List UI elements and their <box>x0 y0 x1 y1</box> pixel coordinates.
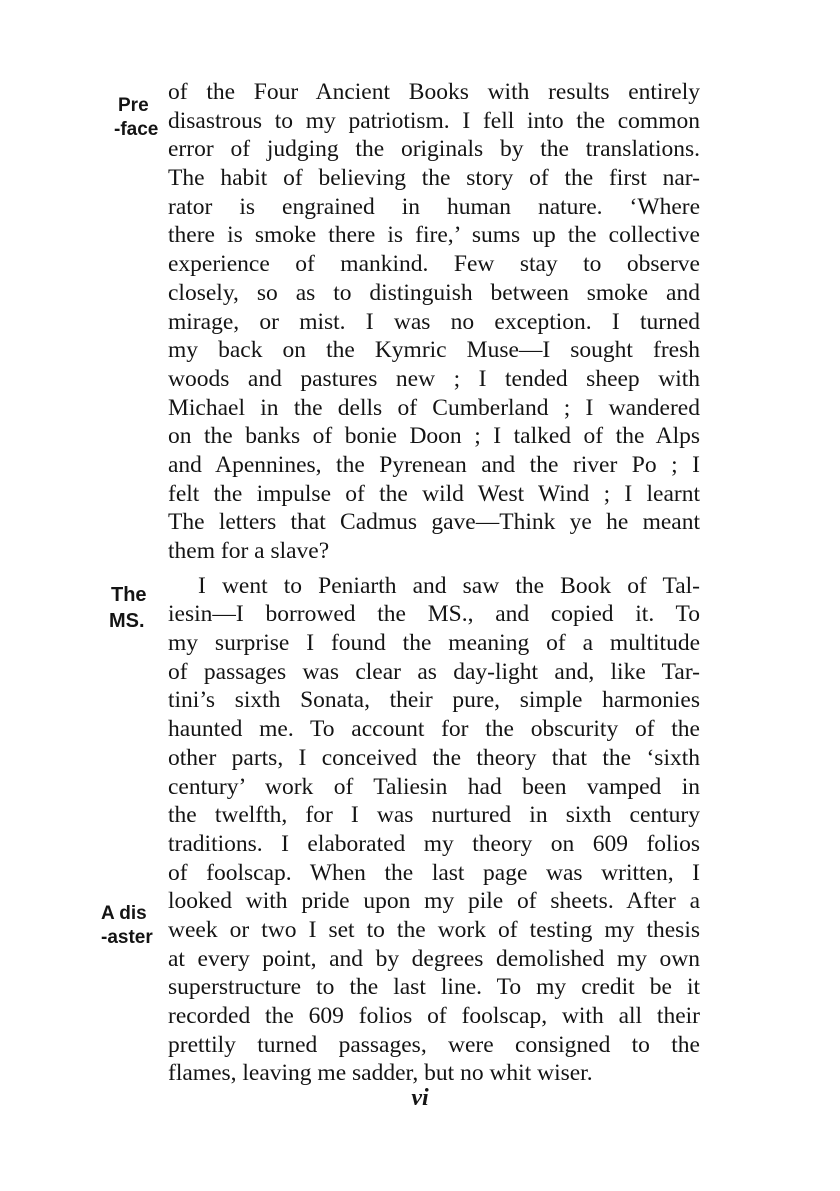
text-line: Michael in the dells of Cumberland ; I wandered <box>168 394 700 421</box>
margin-note-preface <box>114 94 158 142</box>
margin-note-line: -aster <box>101 927 153 948</box>
body-text <box>168 78 700 1088</box>
paragraph-2 <box>168 572 700 1088</box>
text-line: woods and pastures new ; I tended sheep with <box>168 365 700 392</box>
page-number: vi <box>411 1085 429 1111</box>
text-line: my surprise I found the meaning of a multitude <box>168 630 700 657</box>
text-line: my back on the Kymric Muse—I sought fresh <box>168 337 700 364</box>
text-line: of passages was clear as day-light and, like Tar- <box>168 658 700 685</box>
text-line: The letters that Cadmus gave—Think ye he meant <box>168 509 700 536</box>
text-line: mirage, or mist. I was no exception. I turned <box>168 308 700 335</box>
margin-note-line: The <box>111 584 147 606</box>
text-line: tini’s sixth Sonata, their pure, simple harmonies <box>168 687 700 714</box>
text-line: prettily turned passages, were consigned to the <box>168 1031 700 1058</box>
text-line: recorded the 609 folios of foolscap, with all their <box>168 1003 700 1029</box>
text-line: at every point, and by degrees demolished my own <box>168 945 700 972</box>
text-line: rator is engrained in human nature. ‘Where <box>168 193 700 220</box>
text-line: the twelfth, for I was nurtured in sixth century <box>168 802 700 829</box>
margin-note-line: -face <box>114 119 159 140</box>
text-line: week or two I set to the work of testing my thesis <box>168 916 700 943</box>
text-line: traditions. I elaborated my theory on 609 folios <box>168 830 700 857</box>
text-line: I went to Peniarth and saw the Book of Tal- <box>198 572 700 599</box>
margin-note-line: A dis <box>101 903 147 924</box>
text-line: of the Four Ancient Books with results entirely <box>168 79 700 105</box>
text-line: on the banks of bonie Doon ; I talked of the Alps <box>168 423 700 450</box>
text-line: them for a slave? <box>168 538 330 564</box>
paragraph-1 <box>168 78 700 566</box>
text-line: haunted me. To account for the obscurity of the <box>168 716 700 743</box>
text-line: and Apennines, the Pyrenean and the river Po ; I <box>168 451 700 478</box>
text-line: century’ work of Taliesin had been vamped in <box>168 773 700 800</box>
margin-note-line: Pre <box>118 95 149 116</box>
text-line: The habit of believing the story of the first nar- <box>168 165 700 192</box>
margin-note-the-ms <box>109 582 147 634</box>
text-line: error of judging the originals by the translations. <box>168 136 700 163</box>
text-line: flames, leaving me sadder, but no whit wiser. <box>168 1060 593 1087</box>
text-line: superstructure to the last line. To my credit be it <box>168 974 700 1001</box>
text-line: there is smoke there is fire,’ sums up the collective <box>168 222 700 249</box>
margin-note-line: MS. <box>109 610 145 632</box>
text-line: iesin—I borrowed the MS., and copied it. To <box>168 601 700 628</box>
text-line: experience of mankind. Few stay to observe <box>168 251 700 278</box>
text-line: of foolscap. When the last page was written, I <box>168 859 700 886</box>
text-line: other parts, I conceived the theory that the ‘sixth <box>168 744 700 771</box>
text-line: closely, so as to distinguish between smoke and <box>168 279 700 306</box>
text-line: felt the impulse of the wild West Wind ; I learnt <box>168 480 700 507</box>
margin-note-a-disaster <box>101 902 153 950</box>
text-line: disastrous to my patriotism. I fell into the common <box>168 107 700 134</box>
text-line: looked with pride upon my pile of sheets. After a <box>168 888 700 915</box>
